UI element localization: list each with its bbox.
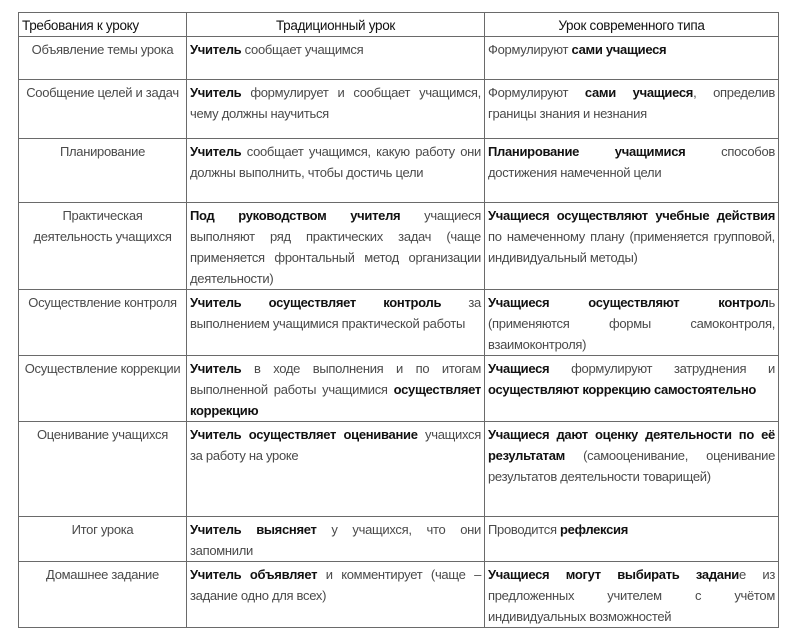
modern-cell <box>485 517 779 562</box>
text-segment: ь (применяются формы самоконтроля, взаимоконтроля) <box>488 295 775 352</box>
table-row <box>19 139 779 203</box>
text-segment: учащиеся выполняют ряд практических задач (чаще применяется фронтальный метод организации деятельности) <box>190 208 481 286</box>
bold-text-segment: Учитель <box>190 85 242 100</box>
text-segment: сообщает учащимся, какую работу они должны выполнить, чтобы достичь цели <box>190 144 481 180</box>
table-row <box>19 356 779 422</box>
text-segment: способов достижения намеченной цели <box>488 144 775 180</box>
requirement-cell: Практическая деятельность учащихся <box>19 203 187 290</box>
header-requirements: Требования к уроку <box>19 13 187 37</box>
text-segment: в ходе выполнения и по итогам выполненной работы учащимися <box>190 361 481 397</box>
requirement-cell: Объявление темы урока <box>19 37 187 80</box>
requirement-cell: Осуществление коррекции <box>19 356 187 422</box>
text-segment: формулируют затруднения и <box>549 361 775 376</box>
table-row <box>19 422 779 517</box>
traditional-cell <box>187 517 485 562</box>
bold-text-segment: Учащиеся дают оценку деятельности по её результатам <box>488 427 775 463</box>
modern-cell <box>485 139 779 203</box>
requirement-cell: Итог урока <box>19 517 187 562</box>
modern-cell <box>485 37 779 80</box>
bold-text-segment: Под руководством учителя <box>190 208 401 223</box>
bold-text-segment: Учащиеся <box>488 361 550 376</box>
traditional-cell <box>187 356 485 422</box>
modern-cell <box>485 80 779 139</box>
text-segment: сообщает учащимся <box>241 42 364 57</box>
traditional-cell <box>187 562 485 628</box>
bold-text-segment: Учитель <box>190 144 242 159</box>
bold-text-segment: Учащиеся осуществляют учебные действия <box>488 208 775 223</box>
traditional-cell <box>187 203 485 290</box>
text-segment: Формулируют <box>488 42 572 57</box>
table-row <box>19 37 779 80</box>
table-row <box>19 290 779 356</box>
text-segment: (самооценивание, оценивание результатов деятельности товарищей) <box>488 448 775 484</box>
text-segment: за выполнением учащимися практической работы <box>190 295 481 331</box>
traditional-cell <box>187 80 485 139</box>
requirement-cell: Домашнее задание <box>19 562 187 628</box>
traditional-cell <box>187 139 485 203</box>
traditional-cell <box>187 290 485 356</box>
header-modern: Урок современного типа <box>485 13 779 37</box>
table-header-row <box>19 13 779 37</box>
text-segment: учащихся за работу на уроке <box>190 427 481 463</box>
bold-text-segment: Учитель <box>190 42 242 57</box>
bold-text-segment: осуществляют коррекцию самостоятельно <box>488 382 757 397</box>
requirement-cell: Сообщение целей и задач <box>19 80 187 139</box>
modern-cell <box>485 203 779 290</box>
bold-text-segment: Учитель осуществляет контроль <box>190 295 442 310</box>
text-segment: Формулируют <box>488 85 585 100</box>
text-segment: е из предложенных учителем с учётом индивидуальных возможностей <box>488 567 775 624</box>
text-segment: формулирует и сообщает учащимся, чему должны научиться <box>190 85 481 121</box>
traditional-cell <box>187 37 485 80</box>
bold-text-segment: Планирование учащимися <box>488 144 686 159</box>
bold-text-segment: Учитель выясняет <box>190 522 317 537</box>
requirement-cell: Планирование <box>19 139 187 203</box>
modern-cell <box>485 290 779 356</box>
table-row <box>19 562 779 628</box>
bold-text-segment: Учитель осуществляет оценивание <box>190 427 418 442</box>
lesson-comparison-table <box>18 12 779 628</box>
table-row <box>19 80 779 139</box>
modern-cell <box>485 356 779 422</box>
table-row <box>19 203 779 290</box>
bold-text-segment: сами учащиеся <box>571 42 667 57</box>
text-segment: по намеченному плану (применяется групповой, индивидуальный методы) <box>488 229 775 265</box>
bold-text-segment: Учащиеся осуществляют контрол <box>488 295 769 310</box>
bold-text-segment: Учитель объявляет <box>190 567 318 582</box>
text-segment: Проводится <box>488 522 561 537</box>
bold-text-segment: Учащиеся могут выбирать задани <box>488 567 739 582</box>
text-segment: и комментирует (чаще – задание одно для всех) <box>190 567 482 603</box>
bold-text-segment: сами учащиеся <box>584 85 694 100</box>
requirement-cell: Оценивание учащихся <box>19 422 187 517</box>
text-segment: , определив границы знания и незнания <box>488 85 775 121</box>
traditional-cell <box>187 422 485 517</box>
bold-text-segment: рефлексия <box>560 522 628 537</box>
modern-cell <box>485 422 779 517</box>
bold-text-segment: Учитель <box>190 361 242 376</box>
text-segment: у учащихся, что они запомнили <box>190 522 481 558</box>
header-traditional: Традиционный урок <box>187 13 485 37</box>
modern-cell <box>485 562 779 628</box>
bold-text-segment: осуществляет коррекцию <box>190 382 481 418</box>
table-row <box>19 517 779 562</box>
requirement-cell: Осуществление контроля <box>19 290 187 356</box>
